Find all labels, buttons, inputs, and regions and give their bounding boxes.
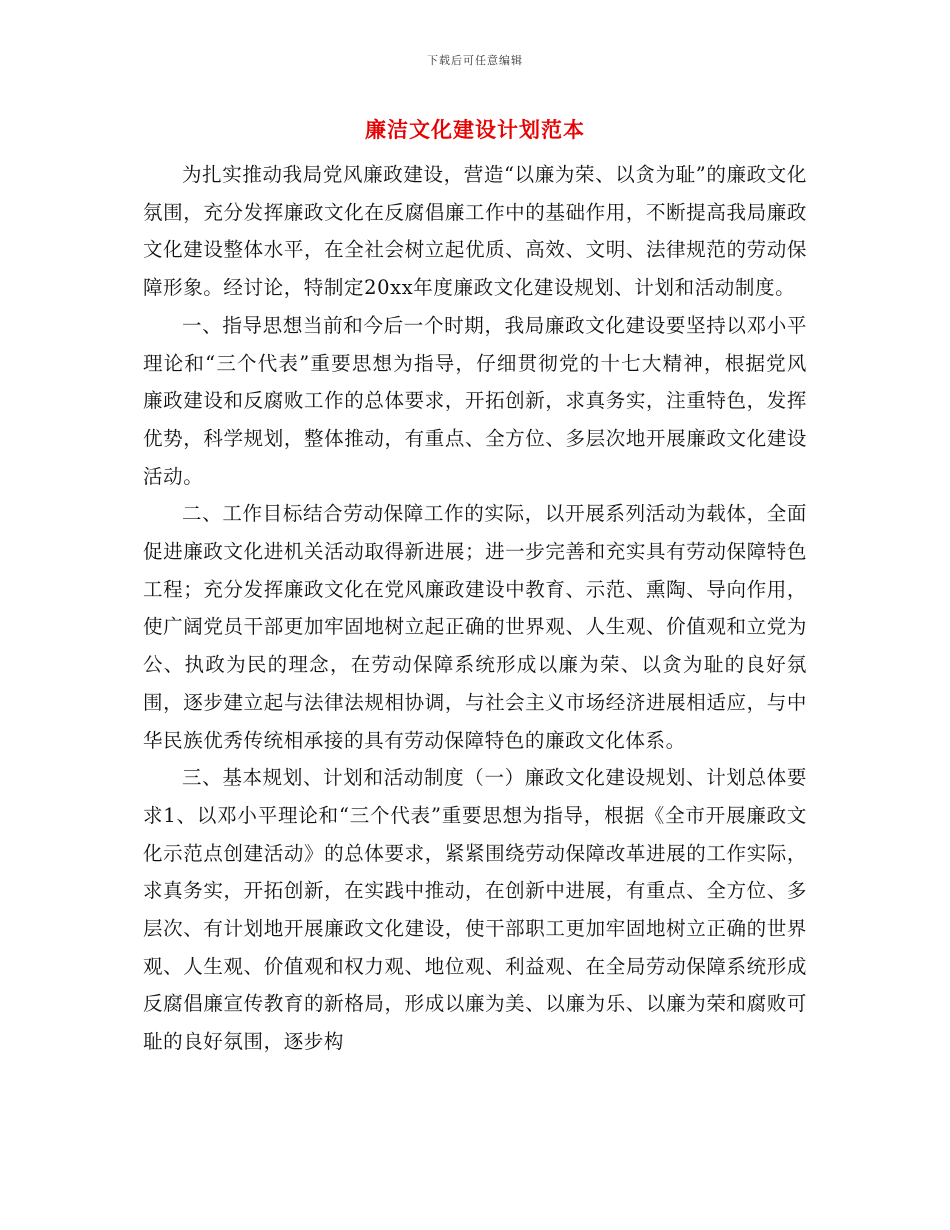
header-note: 下载后可任意编辑 <box>427 54 523 67</box>
document-body <box>143 156 807 1061</box>
paragraph-intro: 为扎实推动我局党风廉政建设，营造“以廉为荣、以贪为耻”的廉政文化氛围，充分发挥廉政文化在反腐倡廉工作中的基础作用，不断提高我局廉政文化建设整体水平，在全社会树立起优质、高效、文明、法律规范的劳动保障形象。经讨论，特制定20xx年度廉政文化建设规划、计划和活动制度。 <box>143 163 807 300</box>
paragraph-work-goals: 二、工作目标结合劳动保障工作的实际，以开展系列活动为载体，全面促进廉政文化进机关活动取得新进展；进一步完善和充实具有劳动保障特色工程；充分发挥廉政文化在党风廉政建设中教育、示范、熏陶、导向作用，使广阔党员干部更加牢固地树立起正确的世界观、人生观、价值观和立党为公、执政为民的理念，在劳动保障系统形成以廉为荣、以贪为耻的良好氛围，逐步建立起与法律法规相协调，与社会主义市场经济进展相适应，与中华民族优秀传统相承接的具有劳动保障特色的廉政文化体系。 <box>143 502 807 752</box>
paragraph-guiding-ideology: 一、指导思想当前和今后一个时期，我局廉政文化建设要坚持以邓小平理论和“三个代表”重要思想为指导，仔细贯彻党的十七大精神，根据党风廉政建设和反腐败工作的总体要求，开拓创新，求真务实，注重特色，发挥优势，科学规划，整体推动，有重点、全方位、多层次地开展廉政文化建设活动。 <box>143 313 807 488</box>
paragraph-basic-plan: 三、基本规划、计划和活动制度（一）廉政文化建设规划、计划总体要求1、以邓小平理论和“三个代表”重要思想为指导，根据《全市开展廉政文化示范点创建活动》的总体要求，紧紧围绕劳动保障改革进展的工作实际，求真务实，开拓创新，在实践中推动，在创新中进展，有重点、全方位、多层次、有计划地开展廉政文化建设，使干部职工更加牢固地树立正确的世界观、人生观、价值观和权力观、地位观、利益观、在全局劳动保障系统形成反腐倡廉宣传教育的新格局，形成以廉为美、以廉为乐、以廉为荣和腐败可耻的良好氛围，逐步构 <box>143 766 807 1054</box>
document-title: 廉洁文化建设计划范本 <box>365 117 585 142</box>
